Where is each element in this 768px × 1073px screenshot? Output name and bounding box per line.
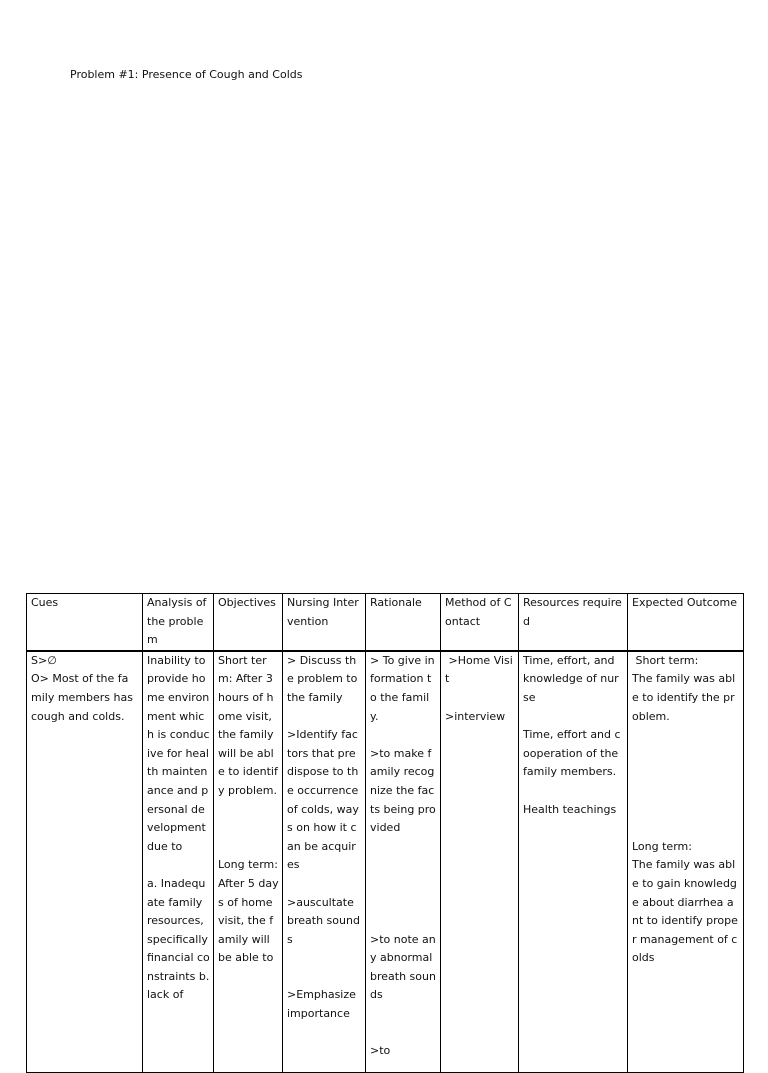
objective-long-term: Long term: After 5 days of home visit, the family will be able to [218, 858, 282, 965]
interventions-cell [283, 651, 366, 1073]
intervention-spacer [287, 708, 362, 727]
intervention-identify: >Identify factors that predispose to the occurrence of colds, ways on how it can be acquires [287, 728, 362, 872]
intervention-spacer [287, 875, 362, 894]
outcome-spacer [632, 745, 740, 764]
header-method-of-contact: Method of Contact [441, 594, 519, 651]
outcome-spacer [632, 801, 740, 820]
analysis-text: Inability to provide home environment which is conducive for health maintenance and personal development due to [147, 653, 210, 853]
objective-spacer [218, 801, 279, 820]
rationale-spacer [370, 838, 437, 857]
outcome-spacer [632, 726, 740, 745]
header-objectives: Objectives [214, 594, 283, 651]
objective-spacer [218, 838, 279, 857]
resource-nurse: Time, effort, and knowledge of nurse [523, 653, 619, 704]
rationale-spacer [370, 856, 437, 875]
header-resources-required: Resources required [519, 594, 628, 651]
page-title: Problem #1: Presence of Cough and Colds [70, 68, 303, 81]
outcome-cell [628, 651, 744, 1073]
outcome-spacer [632, 763, 740, 782]
rationale-spacer [370, 1005, 437, 1024]
resources-cell [519, 651, 628, 1073]
rationale-cell [366, 651, 441, 1073]
outcome-spacer [632, 819, 740, 838]
intervention-spacer [287, 968, 362, 987]
method-cell [441, 651, 519, 1073]
rationale-spacer [370, 1024, 437, 1043]
intervention-emphasize: >Emphasize importance [287, 988, 360, 1021]
header-cues: Cues [27, 594, 143, 651]
analysis-cell [143, 651, 214, 1073]
cues-cell [27, 651, 143, 1073]
objective-short-term: Short term: After 3 hours of home visit, the family will be able to identify problem. [218, 653, 278, 797]
header-analysis: Analysis of the problem [143, 594, 214, 651]
header-rationale: Rationale [366, 594, 441, 651]
rationale-spacer [370, 894, 437, 913]
objective-spacer [218, 819, 279, 838]
resource-health-teachings: Health teachings [523, 802, 617, 816]
cue-objective: O> Most of the family members has cough and colds. [31, 672, 137, 723]
method-spacer [445, 689, 515, 708]
intervention-auscultate: >auscultate breath sounds [287, 895, 360, 946]
resource-family: Time, effort and cooperation of the family members. [523, 728, 622, 779]
method-home-visit: >Home Visit [445, 653, 513, 686]
table-row [27, 651, 744, 1073]
rationale-spacer [370, 875, 437, 894]
rationale-spacer [370, 726, 437, 745]
header-nursing-intervention: Nursing Intervention [283, 594, 366, 651]
care-plan-table [26, 593, 744, 1073]
cue-subjective: S>∅ [31, 653, 57, 667]
analysis-spacer [147, 856, 210, 875]
header-expected-outcome: Expected Outcome [628, 594, 744, 651]
outcome-short-term-label: Short term: [632, 653, 699, 667]
table-header-row [27, 594, 744, 651]
analysis-factors: a. Inadequate family resources, specifically financial constraints b. lack of [147, 876, 213, 1002]
resource-spacer [523, 708, 624, 727]
rationale-to: >to [370, 1044, 391, 1058]
outcome-long-term-label: Long term: [632, 839, 692, 853]
rationale-recognize: >to make family recognize the facts being provided [370, 746, 436, 835]
rationale-spacer [370, 912, 437, 931]
outcome-spacer [632, 782, 740, 801]
method-interview: >interview [445, 709, 506, 723]
intervention-spacer [287, 949, 362, 968]
objectives-cell [214, 651, 283, 1073]
resource-spacer [523, 782, 624, 801]
rationale-give-info: > To give information to the family. [370, 653, 435, 723]
intervention-discuss: > Discuss the problem to the family [287, 653, 361, 704]
outcome-short-term: The family was able to identify the problem. [632, 672, 736, 723]
rationale-note-sounds: >to note any abnormal breath sounds [370, 932, 436, 1002]
outcome-long-term: The family was able to gain knowledge about diarrhea ant to identify proper management of colds [632, 858, 738, 965]
